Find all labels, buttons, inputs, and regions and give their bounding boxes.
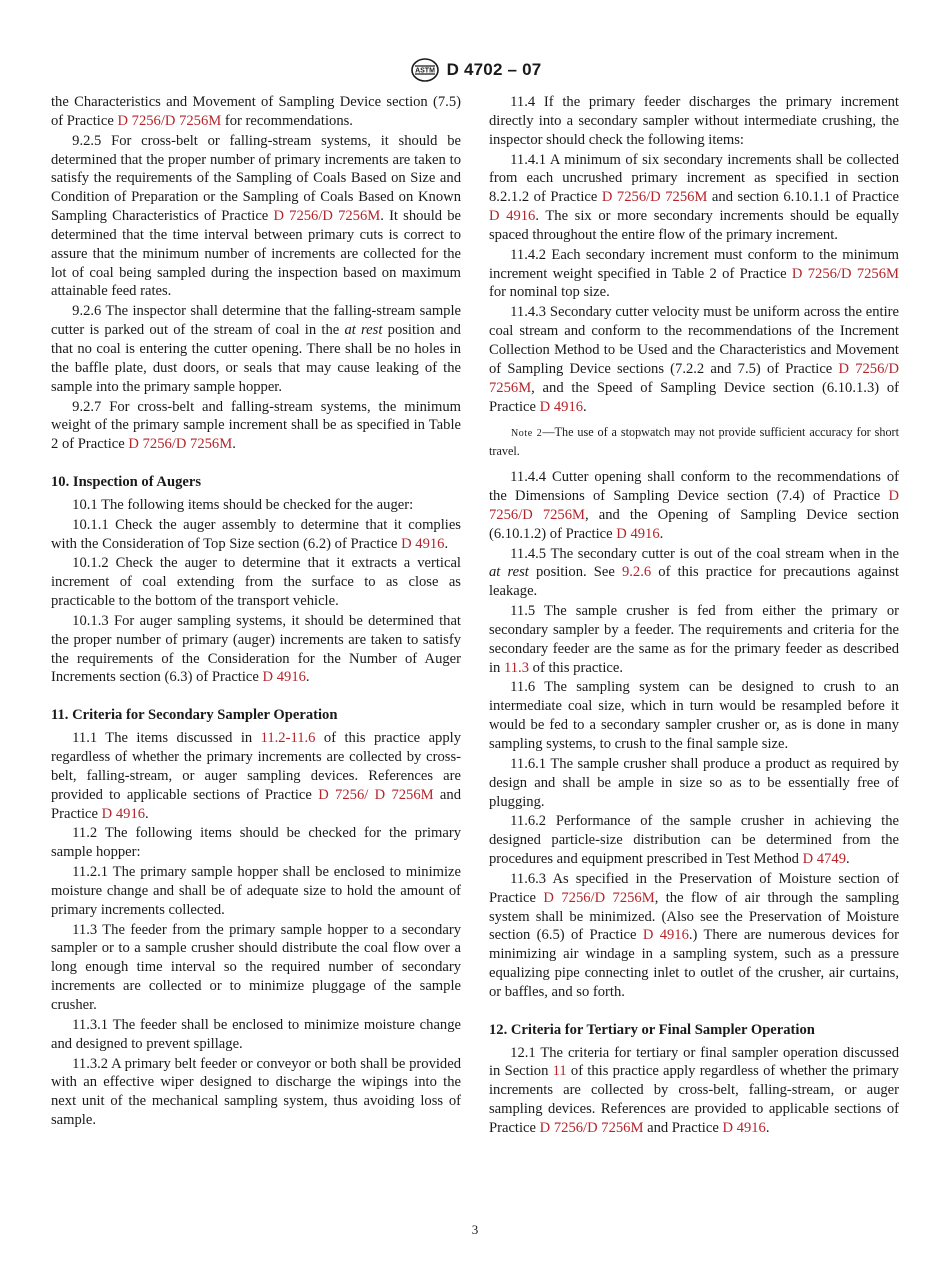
document-id: D 4702 – 07 <box>446 60 542 79</box>
paragraph-9-2-7: 9.2.7 For cross-belt and falling-stream systems, the minimum weight of the primary sample increment shall be as specified in Table 2 of Practice D 7256/D 7256M. <box>51 398 461 453</box>
reference-link[interactable]: D 7256/D 7256M <box>117 112 222 129</box>
paragraph-11-3: 11.3 The feeder from the primary sample hopper to a secondary sampler or to a sample crusher should distribute the coal flow over a long enough time interval so the required number of secondary increments are collected or to minimize pluggage of the sample crusher. <box>51 921 461 1013</box>
paragraph-11-2: 11.2 The following items should be checked for the primary sample hopper: <box>51 825 461 861</box>
right-column <box>489 93 899 1139</box>
paragraph-9-2-5: 9.2.5 For cross-belt or falling-stream systems, it should be determined that the proper number of primary increments are taken to satisfy the requirements of the Sampling of Coals Based on Size and Condition of Preparation or the Sampling of Coals Based on Known Sampling Characteristics of Practice D 7256/D 7256M. It should be determined that the time interval between primary cuts is correct to assure that the minimum number of increments are collected for the lot of coal being sampled during the inspection based on maximum attainable feed rates. <box>51 132 462 300</box>
reference-link[interactable]: D 4916 <box>722 1120 766 1136</box>
reference-link[interactable]: D 7256/D 7256M <box>489 488 899 523</box>
section-heading-11: 11. Criteria for Secondary Sampler Operation <box>51 707 338 724</box>
paragraph-10-1: 10.1 The following items should be checked for the auger: <box>72 496 414 513</box>
reference-link[interactable]: 9.2.6 <box>621 564 652 581</box>
reference-link[interactable]: 11.3 <box>504 659 529 676</box>
reference-link[interactable]: D 4916 <box>642 927 689 944</box>
paragraph-11-4-4: 11.4.4 Cutter opening shall conform to the recommendations of the Dimensions of Sampling Device section (7.4) of Practice D 7256/D 7256M, and the Opening of Sampling Device section (6.10.1.2) of Practice D 4916. <box>489 469 900 542</box>
page-number: 3 <box>471 1222 479 1237</box>
left-column <box>51 93 461 1131</box>
paragraph-11-6-2: 11.6.2 Performance of the sample crusher in achieving the designed particle-size distribution can be determined from the procedures and equipment prescribed in Test Method D 4749. <box>489 813 899 868</box>
reference-link[interactable]: D 4916 <box>101 805 146 822</box>
reference-link[interactable]: D 7256/D 7256M <box>543 889 655 906</box>
reference-link[interactable]: D 4916 <box>616 525 660 542</box>
paragraph-12-1: 12.1 The criteria for tertiary or final sampler operation discussed in Section 11 of this practice apply regardless of whether the primary increments are collected by cross-belt, falling-stream, or auger sampling devices. References are provided to applicable sections of Practice D 7256/D 7256M and Practice D 4916. <box>489 1044 899 1136</box>
reference-link[interactable]: 11.2-11.6 <box>260 730 316 747</box>
section-heading-10: 10. Inspection of Augers <box>51 474 201 491</box>
paragraph-11-4-2: 11.4.2 Each secondary increment must conform to the minimum increment weight specified in Table 2 of Practice D 7256/D 7256M for nominal top size. <box>489 246 899 301</box>
paragraph-11-4: 11.4 If the primary feeder discharges the primary increment directly into a secondary sampler without intermediate crushing, the inspector should check the following items: <box>489 94 899 148</box>
paragraph-10-1-3: 10.1.3 For auger sampling systems, it should be determined that the proper number of primary (auger) increments are taken to satisfy the requirements of the Consideration for the Number of Auger Increments section (6.3) of Practice D 4916. <box>51 612 461 686</box>
astm-logo-icon <box>409 57 441 83</box>
reference-link[interactable]: D 4916 <box>401 535 445 552</box>
reference-link[interactable]: D 7256/ D 7256M <box>318 786 434 803</box>
paragraph-11-4-5: 11.4.5 The secondary cutter is out of the coal stream when in the at rest position. See 9.2.6 of this practice for precautions against leakage. <box>489 545 899 600</box>
reference-link[interactable]: D 4916 <box>489 208 536 225</box>
reference-link[interactable]: D 4916 <box>262 669 306 686</box>
paragraph-continuation: the Characteristics and Movement of Sampling Device section (7.5) of Practice D 7256/D 7256M for recommendations. <box>51 94 461 129</box>
reference-link[interactable]: D 7256/D 7256M <box>539 1120 644 1136</box>
reference-link[interactable]: D 4749 <box>802 851 846 868</box>
reference-link[interactable]: 11 <box>552 1063 567 1080</box>
paragraph-9-2-6: 9.2.6 The inspector shall determine that the falling-stream sample cutter is parked out of the stream of coal in the at rest position and that no coal is entering the cutter opening. There shall be no holes in the baffle plate, dust doors, or seals that may cause leaking of the sample into the primary sample hopper. <box>51 303 461 395</box>
paragraph-11-5: 11.5 The sample crusher is fed from either the primary or secondary sampler by a feeder. The requirements and criteria for the secondary feeder are the same as for the primary feeder as described in 11.3 of this practice. <box>489 603 899 676</box>
paragraph-11-4-3: 11.4.3 Secondary cutter velocity must be uniform across the entire coal stream and conform to the recommendations of the Increment Collection Method to be Used and the Characteristics and Movement of Sampling Device sections (7.2.2 and 7.5) of Practice D 7256/D 7256M, and the Speed of Sampling Device section (6.10.1.3) of Practice D 4916. <box>489 304 899 415</box>
paragraph-11-6-3: 11.6.3 As specified in the Preservation of Moisture section of Practice D 7256/D 7256M, the flow of air through the sampling system shall be minimized. (Also see the Preservation of Moisture section (6.5) of Practice D 4916.) There are numerous devices for minimizing air windage in a sampling system, such as a pressure equalizing pipe connecting inlet to outlet of the crusher, air curtains, or baffles, and so forth. <box>489 870 899 1000</box>
paragraph-11-6: 11.6 The sampling system can be designed to crush to an intermediate coal size, which in turn would be resampled before it would be fed to a secondary sampler crusher or, as is done in many sampling systems, to crush to the final sample size. <box>489 679 899 752</box>
paragraph-11-2-1: 11.2.1 The primary sample hopper shall be enclosed to minimize moisture change and shall be of adequate size to hold the amount of primary increments collected. <box>51 864 461 918</box>
paragraph-11-1: 11.1 The items discussed in 11.2-11.6 of this practice apply regardless of whether the primary increments are collected by cross-belt, falling-stream, or auger sampling devices. References are provided to applicable sections of Practice D 7256/ D 7256M and Practice D 4916. <box>51 730 462 822</box>
reference-link[interactable]: D 4916 <box>539 398 584 415</box>
reference-link[interactable]: D 7256/D 7256M <box>128 436 233 453</box>
svg-text:ASTM: ASTM <box>414 67 435 75</box>
section-heading-12: 12. Criteria for Tertiary or Final Sampler Operation <box>489 1021 815 1038</box>
paragraph-10-1-1: 10.1.1 Check the auger assembly to determine that it complies with the Consideration of Top Size section (6.2) of Practice D 4916. <box>51 516 461 552</box>
paragraph-11-4-1: 11.4.1 A minimum of six secondary increments shall be collected from each uncrushed primary increment as specified in section 8.2.1.2 of Practice D 7256/D 7256M and section 6.10.1.1 of Practice D 4916. The six or more secondary increments should be equally spaced throughout the entire flow of the primary increment. <box>489 151 899 243</box>
reference-link[interactable]: D 7256/D 7256M <box>791 265 899 282</box>
reference-link[interactable]: D 7256/D 7256M <box>489 360 899 396</box>
note-label: Note 2 <box>510 428 543 440</box>
paragraph-10-1-2: 10.1.2 Check the auger to determine that it extracts a vertical increment of coal extending from the surface to as close as practicable to the bottom of the transport vehicle. <box>51 555 461 610</box>
paragraph-11-6-1: 11.6.1 The sample crusher shall produce a product as required by design and shall be ample in size so as to be essentially free of plugging. <box>489 755 899 810</box>
paragraph-11-3-2: 11.3.2 A primary belt feeder or conveyor or both shall be provided with an effective wiper designed to discharge the wipings into the next unit of the mechanical sampling system, thus avoiding loss of sample. <box>51 1055 461 1129</box>
page-header <box>0 58 950 82</box>
reference-link[interactable]: D 7256/D 7256M <box>601 189 708 206</box>
note-2: Note 2—The use of a stopwatch may not provide sufficient accuracy for short travel. <box>489 425 899 458</box>
paragraph-11-3-1: 11.3.1 The feeder shall be enclosed to minimize moisture change and designed to prevent spillage. <box>51 1016 461 1052</box>
reference-link[interactable]: D 7256/D 7256M <box>273 208 381 225</box>
